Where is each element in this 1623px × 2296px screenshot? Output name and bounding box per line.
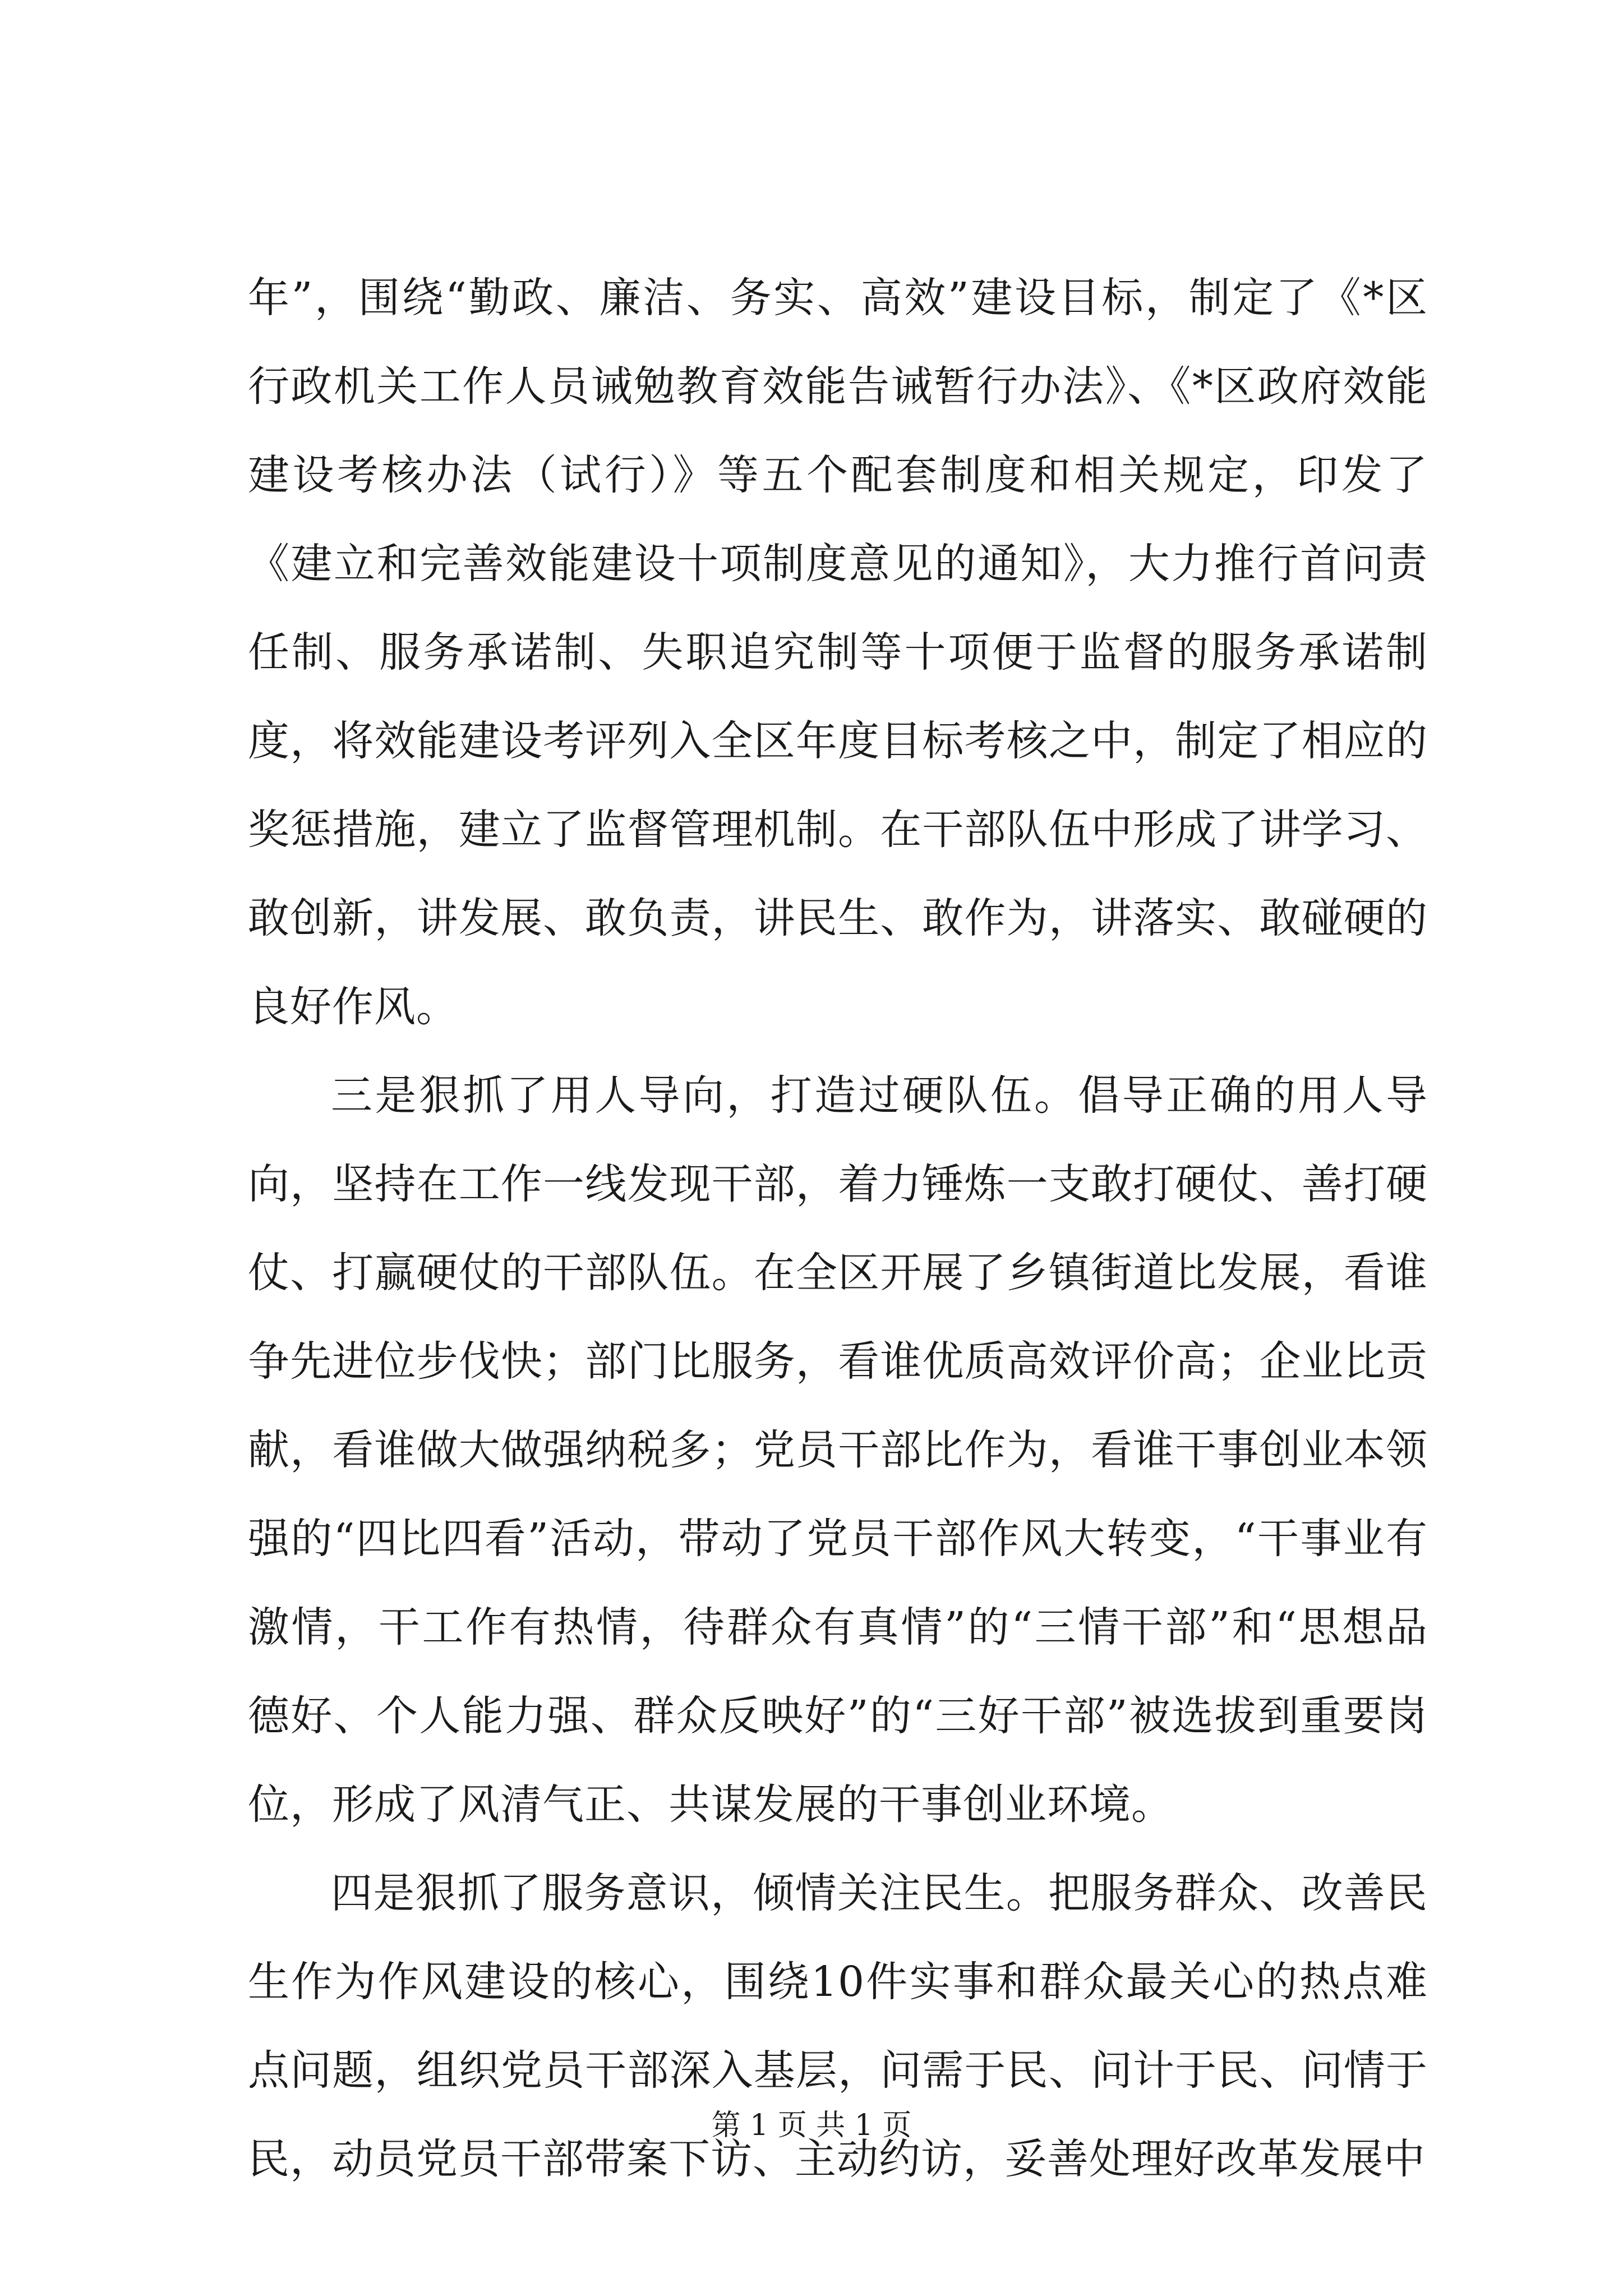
paragraph-1: 年”，围绕“勤政、廉洁、务实、高效”建设目标，制定了《*区行政机关工作人员诫勉教育效能告诫暂行办法》、《*区政府效能建设考核办法（试行）》等五个配套制度和相关规定，印发了《建立和完善效能建设十项制度意见的通知》，大力推行首问责任制、服务承诺制、失职追究制等十项便于监督的服务承诺制度，将效能建设考评列入全区年度目标考核之中，制定了相应的奖惩措施，建立了监督管理机制。在干部队伍中形成了讲学习、敢创新，讲发展、敢负责，讲民生、敢作为，讲落实、敢碰硬的良好作风。: [248, 274, 1428, 1031]
paragraph-3: 四是狠抓了服务意识，倾情关注民生。把服务群众、改善民生作为作风建设的核心，围绕10件实事和群众最关心的热点难点问题，组织党员干部深入基层，问需于民、问计于民、问情于民，动员党员干部带案下访、主动约访，妥善处理好改革发展中: [248, 1869, 1428, 2183]
document-body: [248, 254, 1428, 2203]
paragraph-2: 三是狠抓了用人导向，打造过硬队伍。倡导正确的用人导向，坚持在工作一线发现干部，着力锤炼一支敢打硬仗、善打硬仗、打赢硬仗的干部队伍。在全区开展了乡镇街道比发展，看谁争先进位步伐快；部门比服务，看谁优质高效评价高；企业比贡献，看谁做大做强纳税多；党员干部比作为，看谁干事创业本领强的“四比四看”活动，带动了党员干部作风大转变，“干事业有激情，干工作有热情，待群众有真情”的“三情干部”和“思想品德好、个人能力强、群众反映好”的“三好干部”被选拔到重要岗位，形成了风清气正、共谋发展的干事创业环境。: [248, 1071, 1428, 1829]
page-footer: 第 1 页 共 1 页: [711, 2109, 912, 2142]
